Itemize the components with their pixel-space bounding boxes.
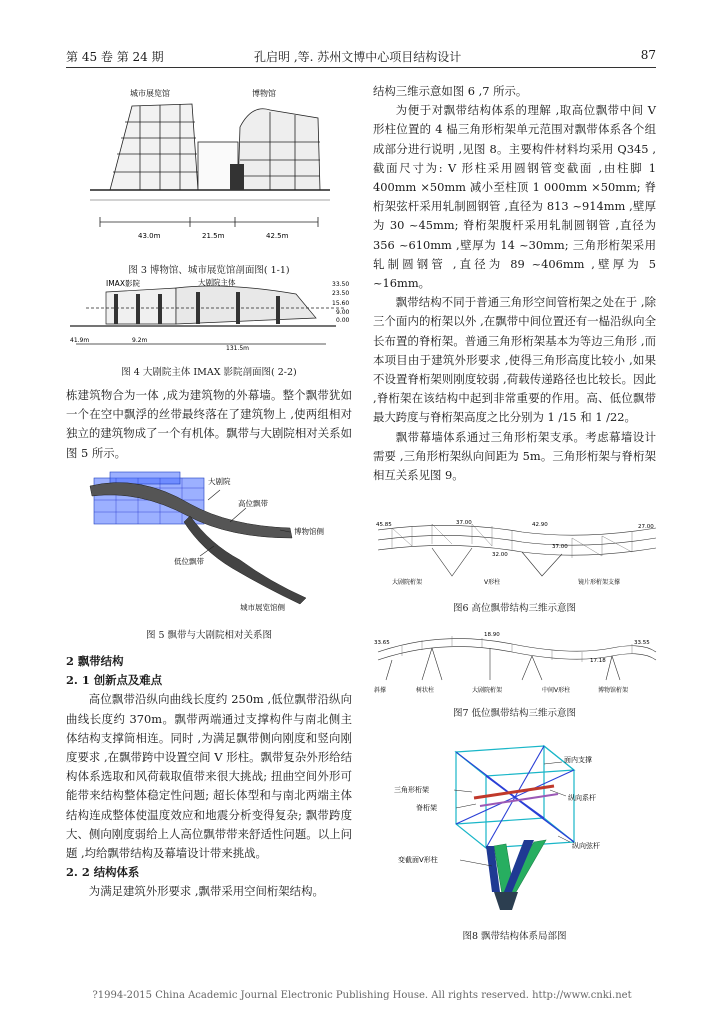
figure-7-low-ribbon-3d	[372, 630, 662, 696]
subsection-heading: 2. 1 创新点及难点	[66, 673, 163, 688]
journal-volume: 第 45 卷 第 24 期	[66, 50, 164, 64]
paragraph: 栋建筑物合为一体 ,成为建筑物的外幕墙。整个飘带犹如一个在空中飘浮的丝带最终落在了建筑物上 ,使两组相对独立的建筑物成了一个有机体。飘带与大剧院相对关系如图 5 所示。	[66, 388, 352, 460]
paragraph: 飘带幕墙体系通过三角形桁架支承。考虑幕墙设计需要 ,三角形桁架纵向间距为 5m。三角形桁架与脊桁架相互关系见图 9。	[373, 429, 656, 483]
fig3-label-museum: 博物馆	[252, 89, 276, 98]
fig7-label-tree-column: 树状柱	[416, 687, 435, 694]
fig8-label-ridge-truss: 脊桁架	[416, 804, 437, 812]
fig3-dim-1: 43.0m	[138, 232, 161, 240]
figure-4-section-drawing	[66, 278, 356, 352]
fig4-elev-4: 9.00	[336, 309, 350, 316]
article-title: 孔启明 ,等. 苏州文博中心项目结构设计	[254, 50, 462, 64]
fig5-label-low-ribbon: 低位飘带	[174, 557, 204, 566]
header-rule	[66, 67, 656, 68]
left-column-top	[66, 386, 352, 463]
fig8-label-v-column: 变截面V形柱	[398, 856, 438, 864]
fig4-dim-3: 131.5m	[226, 345, 250, 352]
fig3-dim-2: 21.5m	[202, 232, 225, 240]
fig5-label-exhibition-side: 城市展览馆侧	[240, 603, 285, 612]
right-column-body	[373, 82, 656, 485]
fig7-elev-3: 33.55	[634, 640, 650, 646]
fig8-label-longitudinal-chord: 纵向弦杆	[572, 842, 600, 850]
paragraph: 飘带结构不同于普通三角形空间管桁架之处在于 ,除三个面内的桁架以外 ,在飘带中间位置还有一榀沿纵向全长布置的脊桁架。普通三角形桁架基本为等边三角形 ,而本项目由于建筑外形要求 ,使得三角形高度比较小 ,如果不设置脊桁架则刚度较弱 ,荷载传递路径也比较长。因此 ,脊桁架在该结构中起到非常重要的作用。高、低位飘带最大跨度与脊桁架高度之比分别为 1 /15 和 1 /22。	[373, 295, 656, 425]
fig6-elev-3: 42.90	[532, 522, 548, 528]
copyright-footer: ?1994-2015 China Academic Journal Electronic Publishing House. All rights reserved. http://www.cnki.net	[92, 990, 632, 1001]
fig7-elev-1: 18.90	[484, 632, 500, 638]
fig4-dim-2: 9.2m	[132, 337, 148, 344]
fig8-label-longitudinal-tie: 纵向系杆	[568, 794, 596, 802]
figure-5-caption: 图 5 飘带与大剧院相对关系图	[145, 630, 273, 641]
fig6-elev-6: 27.00	[638, 524, 654, 530]
figure-7-caption: 图7 低位飘带结构三维示意图	[452, 708, 577, 719]
fig7-label-museum-truss: 博物馆桁架	[598, 687, 629, 694]
paragraph: 结构三维示意如图 6 ,7 所示。	[373, 84, 528, 98]
figure-8-local-system	[394, 742, 634, 918]
fig3-dim-3: 42.5m	[266, 232, 289, 240]
fig7-label-brace: 斜撑	[374, 687, 387, 694]
fig5-label-theatre: 大剧院	[208, 477, 231, 486]
figure-4-caption: 图 4 大剧院主体 IMAX 影院剖面图( 2-2)	[121, 367, 297, 378]
fig4-elev-5: 0.00	[336, 317, 350, 324]
figure-3-section-drawing	[80, 82, 336, 244]
fig6-elev-4: 32.00	[492, 552, 508, 558]
fig6-elev-5: 37.00	[552, 544, 568, 550]
fig6-elev-2: 37.00	[456, 520, 472, 526]
paragraph: 为满足建筑外形要求 ,飘带采用空间桁架结构。	[88, 884, 324, 899]
fig4-label-theatre: 大剧院主体	[198, 278, 236, 287]
fig6-label-v-column: V形柱	[484, 579, 501, 586]
fig7-label-middle-v: 中间V形柱	[542, 687, 571, 694]
paragraph: 高位飘带沿纵向曲线长度约 250m ,低位飘带沿纵向曲线长度约 370m。飘带两端通过支撑构件与南北侧主体结构支撑筒相连。同时 ,为满足飘带侧向刚度和竖向刚度要求 ,在飘带跨中设置空间 V 形柱。飘带复杂外形给结构体系选取和风荷载取值带来很大挑战; 扭曲空间外形可能带来结构整体稳定性问题; 超长体型和与南北两端主体结构连成整体使温度效应和地震分析变得复杂; 飘带跨度大、侧向刚度弱给上人高位飘带带来舒适性问题。以上问题 ,均给飘带结构及幕墙设计带来挑战。	[66, 692, 352, 861]
left-column-body	[66, 652, 352, 902]
subsection-heading: 2. 2 结构体系	[66, 865, 140, 880]
fig4-dim-1: 41.9m	[70, 337, 90, 344]
fig7-label-theatre-truss: 大剧院桁架	[472, 687, 503, 694]
paragraph: 为便于对飘带结构体系的理解 ,取高位飘带中间 V 形柱位置的 4 榀三角形桁架单元范围对飘带体系各个组成部分进行说明 ,见图 8。主要构件材料均采用 Q345 ,截面尺寸为: V 形柱采用圆钢管变截面 ,由柱脚 1 400mm ×50mm 减小至柱顶 1 000mm ×50mm; 脊桁架弦杆采用轧制圆钢管 ,直径为 813 ~914mm ,壁厚为 30 ~45mm; 脊桁架腹杆采用轧制圆钢管 ,直径为 356 ~610mm ,壁厚为 14 ~30mm; 三角形桁架采用轧制圆钢管 ,直径为 89 ~406mm ,壁厚为 5 ~16mm。	[373, 103, 656, 291]
running-header	[66, 44, 656, 66]
fig8-label-triangle-truss: 三角形桁架	[394, 786, 429, 794]
fig3-label-exhibition-hall: 城市展览馆	[130, 89, 170, 98]
figure-8-caption: 图8 飘带结构体系局部图	[462, 931, 567, 942]
fig7-elev-2: 33.65	[374, 640, 390, 646]
fig8-label-in-plane-brace: 面内支撑	[564, 756, 592, 764]
fig6-label-theatre-truss: 大剧院桁架	[392, 579, 423, 586]
fig6-elev-1: 45.85	[376, 522, 392, 528]
fig4-elev-1: 33.50	[332, 281, 350, 288]
fig4-elev-2: 23.50	[332, 290, 350, 297]
fig6-label-lens-truss: 镜片形桁架支撑	[578, 579, 621, 586]
fig4-label-imax: IMAX影院	[106, 279, 140, 288]
section-heading: 2 飘带结构	[66, 654, 124, 668]
figure-5-relation-diagram	[80, 464, 342, 614]
page-number: 87	[640, 48, 656, 62]
figure-3-caption: 图 3 博物馆、城市展览馆剖面图( 1-1)	[128, 265, 290, 276]
fig7-elev-4: 17.18	[590, 658, 606, 664]
figure-6-high-ribbon-3d	[372, 518, 662, 590]
figure-6-caption: 图6 高位飘带结构三维示意图	[452, 603, 577, 614]
fig5-label-high-ribbon: 高位飘带	[238, 499, 268, 508]
fig4-elev-3: 15.60	[332, 300, 350, 307]
fig5-label-museum-side: 博物馆侧	[294, 527, 324, 536]
